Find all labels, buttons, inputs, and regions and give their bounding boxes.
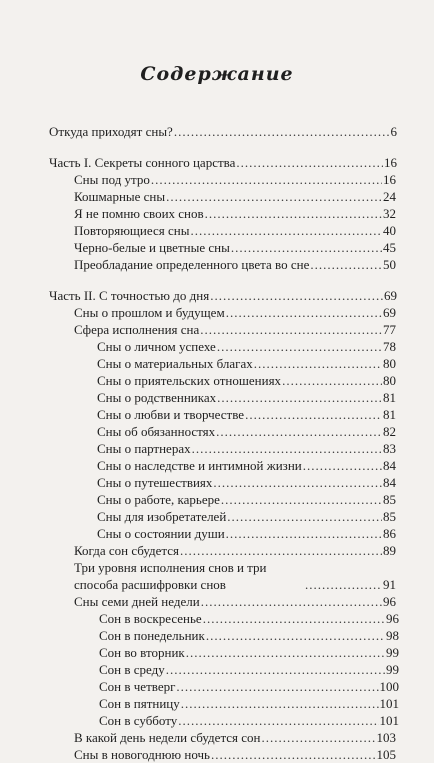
dot-leader (166, 661, 385, 678)
toc-entry-page: 101 (379, 696, 399, 711)
toc-entry-label: Повторяющиеся сны (74, 223, 190, 238)
dot-leader (226, 525, 382, 542)
toc-entry (99, 678, 399, 695)
toc-entry-label: Сны о прошлом и будущем (74, 305, 225, 320)
toc-entry-label: Откуда приходят сны? (49, 124, 173, 139)
dot-leader (200, 321, 382, 338)
toc-entry (97, 372, 396, 389)
toc-entry (74, 559, 396, 593)
toc-entry-label: Кошмарные сны (74, 189, 166, 204)
toc-entry-page: 83 (383, 441, 396, 456)
toc-entry-page: 69 (384, 288, 397, 303)
toc-entry-label: Сны о приятельских отношениях (97, 373, 282, 388)
dot-leader (210, 287, 383, 304)
toc-entry-page: 85 (383, 492, 396, 507)
toc-entry (99, 610, 399, 627)
dot-leader (186, 644, 385, 661)
toc-entry (97, 423, 396, 440)
dot-leader (221, 491, 382, 508)
dot-leader (151, 171, 382, 188)
toc-entry-page: 99 (386, 662, 399, 677)
dot-leader (203, 610, 385, 627)
toc-entry (74, 205, 396, 222)
dot-leader (282, 372, 382, 389)
toc-entry (97, 491, 396, 508)
toc-entry (97, 389, 396, 406)
toc-entry-page: 98 (386, 628, 399, 643)
toc-entry-page: 84 (383, 475, 396, 490)
toc-entry (74, 239, 396, 256)
toc-entry (97, 440, 396, 457)
toc-entry-page: 80 (383, 356, 396, 371)
dot-leader (176, 678, 378, 695)
toc-entry-label: Часть I. Секреты сонного царства (49, 155, 236, 170)
toc-entry-label: Три уровня исполнения снов и три способа расшифровки снов (74, 560, 267, 592)
dot-leader (310, 256, 382, 273)
dot-leader (178, 712, 378, 729)
toc-entry-page: 89 (383, 543, 396, 558)
dot-leader (217, 338, 382, 355)
toc-entry (99, 661, 399, 678)
toc-entry-page: 16 (384, 155, 397, 170)
toc-entry-label: Сны для изобретателей (97, 509, 227, 524)
toc-entry-label: Сны об обязанностях (97, 424, 216, 439)
dot-leader (254, 355, 382, 372)
toc-entry-page: 84 (383, 458, 396, 473)
toc-entry-label: Сны о родственниках (97, 390, 217, 405)
toc-entry (99, 644, 399, 661)
toc-entry-label: Сны о наследстве и интимной жизни (97, 458, 302, 473)
dot-leader (226, 304, 382, 321)
toc-entry (74, 222, 396, 239)
toc-entry (74, 746, 396, 763)
toc-entry (74, 593, 396, 610)
toc-entry-page: 50 (383, 257, 396, 272)
toc-entry-page: 80 (383, 373, 396, 388)
dot-leader (236, 154, 383, 171)
toc-entry (97, 525, 396, 542)
toc-entry-label: Сфера исполнения сна (74, 322, 200, 337)
toc-entry (74, 729, 396, 746)
dot-leader (181, 695, 379, 712)
toc-entry (99, 695, 399, 712)
dot-leader (305, 576, 382, 593)
toc-entry-page: 105 (376, 747, 396, 762)
dot-leader (201, 593, 382, 610)
toc-entry (99, 712, 399, 729)
toc-entry-label: Когда сон сбудется (74, 543, 180, 558)
toc-entry (74, 304, 396, 321)
toc-entry (74, 321, 396, 338)
toc-entry-page: 96 (383, 594, 396, 609)
toc-entry-page: 91 (383, 577, 396, 592)
page-title: Содержание (140, 63, 294, 85)
dot-leader (174, 123, 390, 140)
toc-entry (49, 123, 397, 140)
toc-entry (97, 406, 396, 423)
toc-entry-label: Сон в понедельник (99, 628, 205, 643)
toc-entry-page: 69 (383, 305, 396, 320)
dot-leader (262, 729, 376, 746)
toc-entry-label: Сон в пятницу (99, 696, 180, 711)
dot-leader (227, 508, 382, 525)
dot-leader (192, 440, 382, 457)
toc-entry-page: 82 (383, 424, 396, 439)
toc-entry-page: 81 (383, 390, 396, 405)
toc-entry (49, 154, 397, 171)
dot-leader (216, 423, 382, 440)
toc-entry-page: 45 (383, 240, 396, 255)
toc-entry-page: 16 (383, 172, 396, 187)
toc-entry-label: Сны о любви и творчестве (97, 407, 245, 422)
toc-entry-label: Сон в воскресенье (99, 611, 202, 626)
toc-entry-label: Сны о материальных благах (97, 356, 253, 371)
toc-entry-label: Сны о путешествиях (97, 475, 213, 490)
toc-entry-page: 100 (379, 679, 399, 694)
toc-entry-page: 77 (383, 322, 396, 337)
toc-entry (49, 287, 397, 304)
toc-entry-label: Сон в субботу (99, 713, 178, 728)
toc-entry (97, 474, 396, 491)
toc-entry-page: 24 (383, 189, 396, 204)
toc-entry-label: Я не помню своих снов (74, 206, 204, 221)
dot-leader (245, 406, 382, 423)
dot-leader (180, 542, 382, 559)
dot-leader (231, 239, 382, 256)
toc-entry-label: Сны семи дней недели (74, 594, 200, 609)
toc-entry-page: 103 (376, 730, 396, 745)
toc-entry-label: Преобладание определенного цвета во сне (74, 257, 310, 272)
toc-entry-page: 78 (383, 339, 396, 354)
toc-entry-label: Сны о состоянии души (97, 526, 225, 541)
toc-entry-page: 81 (383, 407, 396, 422)
toc-entry-label: Сон в среду (99, 662, 165, 677)
dot-leader (211, 746, 376, 763)
toc-entry-page: 6 (390, 124, 397, 139)
toc-entry (99, 627, 399, 644)
dot-leader (213, 474, 382, 491)
dot-leader (166, 188, 382, 205)
toc-entry-label: В какой день недели сбудется сон (74, 730, 261, 745)
toc-entry-page: 85 (383, 509, 396, 524)
toc-entry-label: Сны о партнерах (97, 441, 191, 456)
toc-entry-label: Часть II. С точностью до дня (49, 288, 210, 303)
toc-entry (97, 338, 396, 355)
toc-entry (97, 508, 396, 525)
toc-entry-label: Сны о работе, карьере (97, 492, 220, 507)
toc-entry (97, 355, 396, 372)
toc-entry (74, 542, 396, 559)
toc-entry-label: Сны в новогоднюю ночь (74, 747, 210, 762)
toc-entry-page: 101 (379, 713, 399, 728)
toc-entry-label: Сон во вторник (99, 645, 185, 660)
toc-entry-page: 96 (386, 611, 399, 626)
dot-leader (190, 222, 382, 239)
dot-leader (206, 627, 385, 644)
toc-entry-label: Сны под утро (74, 172, 150, 187)
toc-entry-page: 40 (383, 223, 396, 238)
toc-entry-label: Сон в четверг (99, 679, 176, 694)
toc-entry (97, 457, 396, 474)
toc-entry-label: Черно-белые и цветные сны (74, 240, 230, 255)
dot-leader (217, 389, 382, 406)
toc-entry-page: 86 (383, 526, 396, 541)
toc-entry (74, 188, 396, 205)
dot-leader (303, 457, 382, 474)
toc-entry-label: Сны о личном успехе (97, 339, 216, 354)
toc-entry-page: 32 (383, 206, 396, 221)
toc-entry (74, 256, 396, 273)
toc-entry-page: 99 (386, 645, 399, 660)
dot-leader (205, 205, 382, 222)
toc-entry (74, 171, 396, 188)
